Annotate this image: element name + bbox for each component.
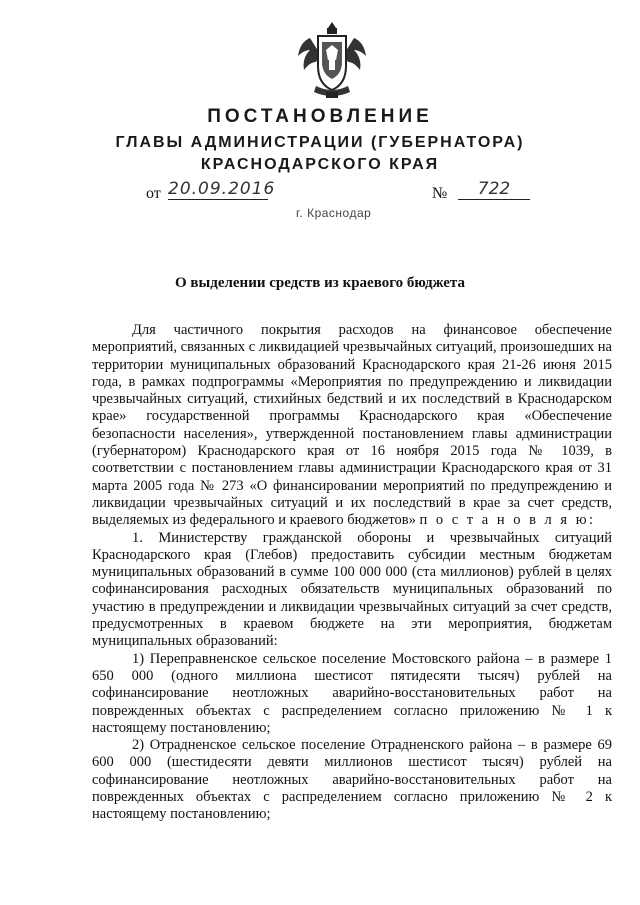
number-sign: № bbox=[432, 185, 448, 202]
document-type-heading: ПОСТАНОВЛЕНИЕ bbox=[207, 106, 433, 127]
coat-of-arms-emblem bbox=[296, 20, 368, 102]
handwritten-date: 20.09.2016 bbox=[168, 179, 276, 199]
item-1-paragraph: 1. Министерству гражданской обороны и чрезвычайных ситуаций Краснодарского края (Глебов) предоставить субсидии местным бюджетам муниципальных образований в сумме 100 000 000 (ста миллионов) рублей в целях софинансирования расходных обязательств муниципальных образований по участию в предупреждении и ликвидации чрезвычайных ситуаций за счет средств, предусмотренных в краевом бюджете на эти мероприятия, бюджетам муниципальных образований: bbox=[92, 529, 612, 650]
issuer-heading-line2: КРАСНОДАРСКОГО КРАЯ bbox=[200, 156, 440, 173]
document-title: О выделении средств из краевого бюджета bbox=[175, 275, 465, 291]
city-label: г. Краснодар bbox=[296, 206, 372, 220]
issuer-heading-line1: ГЛАВЫ АДМИНИСТРАЦИИ (ГУБЕРНАТОРА) bbox=[115, 134, 525, 151]
document-body bbox=[92, 322, 612, 824]
preamble-paragraph bbox=[92, 322, 612, 530]
subitem-2-paragraph: 2) Отрадненское сельское поселение Отрадненского района – в размере 69 600 000 (шестидесяти девяти миллионов шестисот тысяч) рублей на софинансирование неотложных аварийно-восстановительных работ на поврежденных объектах с распределением согласно приложению № 2 к настоящему постановлению; bbox=[92, 737, 612, 823]
decree-word: п о с т а н о в л я ю: bbox=[419, 512, 596, 529]
subitem-1-paragraph: 1) Переправненское сельское поселение Мостовского района – в размере 1 650 000 (одного миллиона шестисот пятидесяти тысяч) рублей на софинансирование неотложных аварийно-восстановительных работ на поврежденных объектах с распределением согласно приложению № 1 к настоящему постановлению; bbox=[92, 650, 612, 736]
handwritten-number: 722 bbox=[458, 179, 530, 200]
preamble-text: Для частичного покрытия расходов на финансовое обеспечение мероприятий, связанных с ликвидацией чрезвычайных ситуаций, произошедших на территории муниципальных образований Краснодарского края 21-26 июня 2015 года, в рамках подпрограммы «Мероприятия по предупреждению и ликвидации чрезвычайных ситуаций, стихийных бедствий и их последствий в Краснодарском крае» государственной программы Краснодарского края «Обеспечение безопасности населения», утвержденной постановлением главы администрации (губернатором) Краснодарского края от 16 ноября 2015 года № 1039, в соответствии с постановлением главы администрации Краснодарского края от 31 марта 2005 года № 273 «О финансировании мероприятий по предупреждению и ликвидации чрезвычайных ситуаций и их последствий в крае за счет средств, выделяемых из федерального и краевого бюджетов» bbox=[92, 322, 612, 529]
date-prefix: от bbox=[146, 185, 161, 202]
